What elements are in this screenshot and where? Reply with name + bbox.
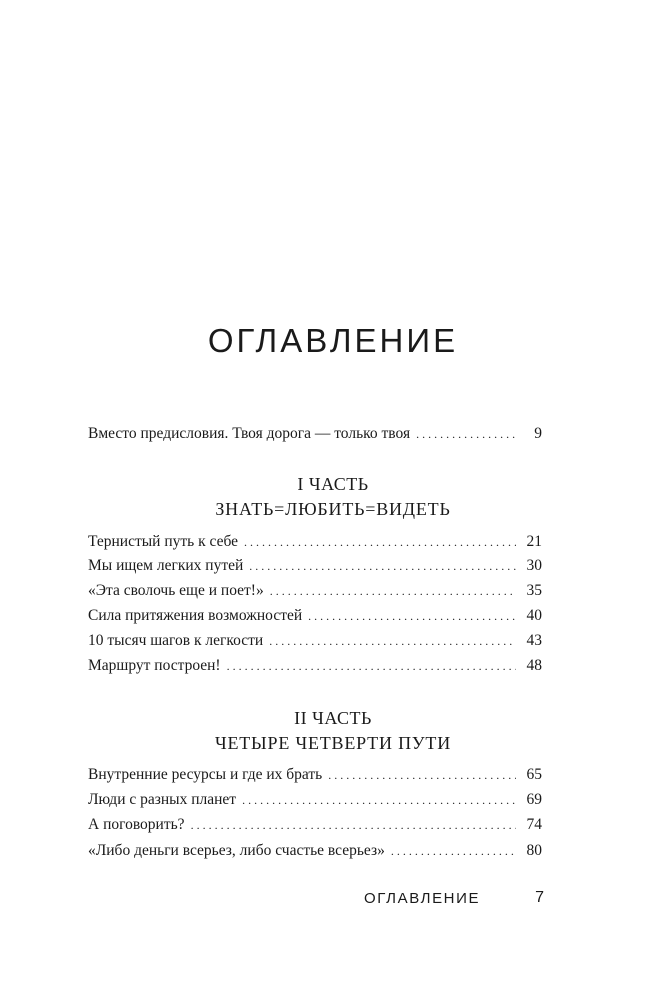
leader-dots bbox=[244, 531, 516, 553]
toc-entry bbox=[88, 555, 542, 577]
leader-dots bbox=[328, 764, 516, 786]
toc-entry-label: Маршрут построен! bbox=[88, 657, 221, 674]
toc-entry bbox=[88, 580, 542, 602]
leader-dots bbox=[227, 655, 516, 677]
toc-entry-page: 35 bbox=[526, 582, 542, 599]
toc-entry-label: Тернистый путь к себе bbox=[88, 533, 239, 550]
toc-entry bbox=[88, 655, 542, 677]
part-1-number: I ЧАСТЬ bbox=[297, 474, 369, 494]
toc-entry-page: 80 bbox=[526, 842, 542, 859]
toc-entry-page: 9 bbox=[534, 425, 542, 442]
toc-entry-page: 43 bbox=[526, 632, 542, 649]
leader-dots bbox=[249, 555, 516, 577]
toc-entry-page: 69 bbox=[526, 791, 542, 808]
toc-entry-label: Сила притяжения возможностей bbox=[88, 607, 303, 624]
toc-entry-page: 21 bbox=[526, 533, 542, 550]
running-footer: ОГЛАВЛЕНИЕ bbox=[364, 890, 481, 907]
toc-entry bbox=[88, 789, 542, 811]
leader-dots bbox=[308, 605, 516, 627]
toc-entry-page: 48 bbox=[526, 657, 542, 674]
toc-entry-label: 10 тысяч шагов к легкости bbox=[88, 632, 264, 649]
toc-entry-label: Внутренние ресурсы и где их брать bbox=[88, 766, 323, 783]
part-1-title: ЗНАТЬ=ЛЮБИТЬ=ВИДЕТЬ bbox=[215, 499, 451, 519]
leader-dots bbox=[242, 789, 516, 811]
toc-entry bbox=[88, 840, 542, 862]
toc-entry bbox=[88, 605, 542, 627]
leader-dots bbox=[191, 814, 516, 836]
page-number: 7 bbox=[535, 889, 544, 906]
leader-dots bbox=[391, 840, 516, 862]
toc-entry bbox=[88, 630, 542, 652]
part-2-title: ЧЕТЫРЕ ЧЕТВЕРТИ ПУТИ bbox=[214, 733, 452, 753]
toc-entry-label: «Либо деньги всерьез, либо счастье всерьез» bbox=[88, 842, 385, 859]
toc-entry-page: 30 bbox=[526, 557, 542, 574]
toc-entry-preface bbox=[88, 423, 542, 445]
toc-entry-page: 74 bbox=[526, 816, 542, 833]
part-2-number: II ЧАСТЬ bbox=[294, 708, 372, 728]
toc-entry bbox=[88, 764, 542, 786]
toc-entry-label: Вместо предисловия. Твоя дорога — только твоя bbox=[88, 425, 411, 442]
page-title: ОГЛАВЛЕНИЕ bbox=[207, 322, 459, 359]
toc-entry-label: Люди с разных планет bbox=[88, 791, 237, 808]
leader-dots bbox=[416, 423, 516, 445]
toc-entry-page: 65 bbox=[526, 766, 542, 783]
toc-entry-label: Мы ищем легких путей bbox=[88, 557, 244, 574]
toc-entry bbox=[88, 531, 542, 553]
toc-entry-label: А поговорить? bbox=[88, 816, 185, 833]
leader-dots bbox=[269, 630, 516, 652]
toc-entry-page: 40 bbox=[526, 607, 542, 624]
toc-entry-label: «Эта сволочь еще и поет!» bbox=[88, 582, 264, 599]
leader-dots bbox=[270, 580, 516, 602]
toc-entry bbox=[88, 814, 542, 836]
